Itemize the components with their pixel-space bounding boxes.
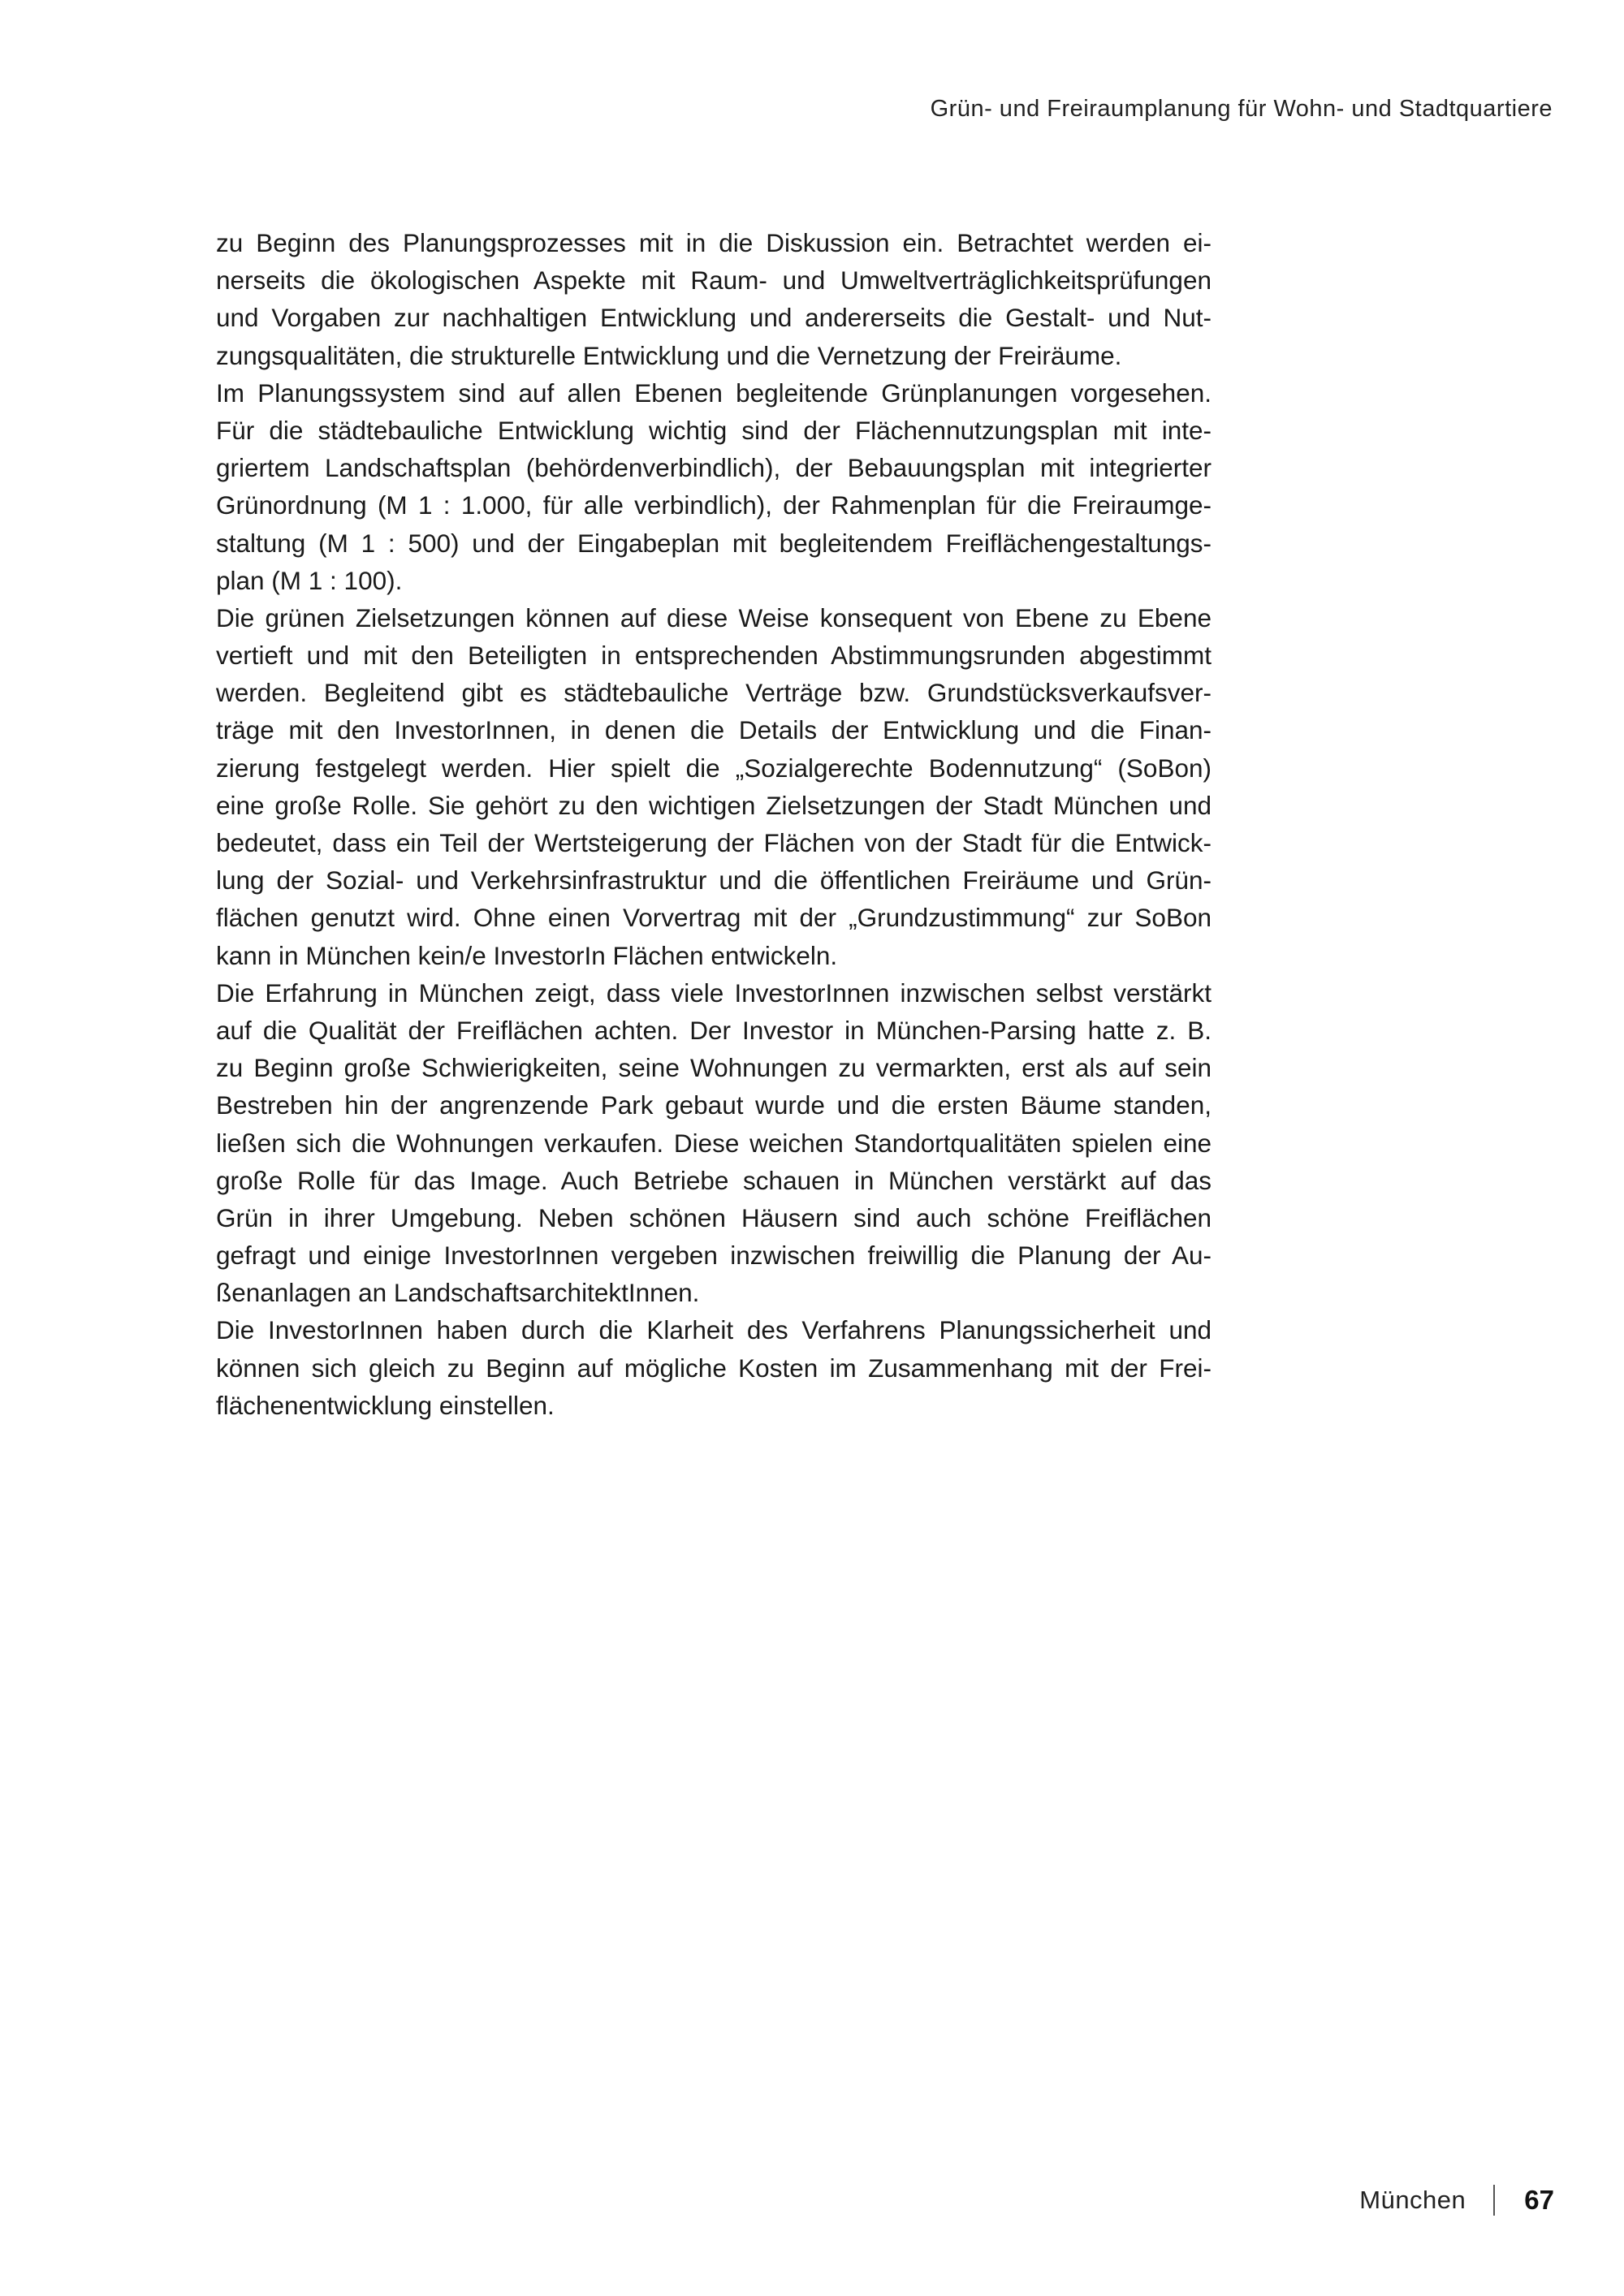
footer-chapter: München xyxy=(1359,2186,1466,2214)
text-line: träge mit den InvestorInnen, in denen die Details der Entwicklung und die Finan- xyxy=(216,715,1212,745)
text-line: flächen genutzt wird. Ohne einen Vorvertrag mit der „Grundzustimmung“ zur SoBon xyxy=(216,903,1212,933)
text-line: werden. Begleitend gibt es städtebauliche Verträge bzw. Grundstücksverkaufsver- xyxy=(216,678,1212,708)
text-line: zu Beginn des Planungsprozesses mit in die Diskussion ein. Betrachtet werden ei- xyxy=(216,228,1212,257)
text-line: Im Planungssystem sind auf allen Ebenen begleitende Grünplanungen vorgesehen. xyxy=(216,378,1212,408)
text-line: nerseits die ökologischen Aspekte mit Raum- und Umweltverträglichkeitsprüfungen xyxy=(216,265,1212,296)
text-line: staltung (M 1 : 500) und der Eingabeplan mit begleitendem Freiflächengestaltungs- xyxy=(216,528,1212,558)
text-line: ließen sich die Wohnungen verkaufen. Diese weichen Standortqualitäten spielen eine xyxy=(216,1128,1212,1158)
text-line: kann in München kein/e InvestorIn Flächen entwickeln. xyxy=(216,940,838,970)
text-line: zu Beginn große Schwierigkeiten, seine Wohnungen zu vermarkten, erst als auf sein xyxy=(216,1053,1212,1083)
text-line: große Rolle für das Image. Auch Betriebe schauen in München verstärkt auf das xyxy=(216,1165,1212,1195)
page-number: 67 xyxy=(1524,2185,1554,2215)
text-line: flächenentwicklung einstellen. xyxy=(216,1390,555,1420)
text-line: gefragt und einige InvestorInnen vergeben inzwischen freiwillig die Planung der Au- xyxy=(216,1241,1212,1271)
text-line: zungsqualitäten, die strukturelle Entwicklung und die Vernetzung der Freiräume. xyxy=(216,340,1122,370)
text-line: Die grünen Zielsetzungen können auf diese Weise konsequent von Ebene zu Ebene xyxy=(216,602,1212,632)
text-line: können sich gleich zu Beginn auf mögliche Kosten im Zusammenhang mit der Frei- xyxy=(216,1353,1212,1383)
text-line: eine große Rolle. Sie gehört zu den wichtigen Zielsetzungen der Stadt München und xyxy=(216,790,1212,820)
text-line: Die Erfahrung in München zeigt, dass viele InvestorInnen inzwischen selbst verstärkt xyxy=(216,978,1212,1008)
body-text xyxy=(216,224,1212,1424)
text-line: Die InvestorInnen haben durch die Klarheit des Verfahrens Planungssicherheit und xyxy=(216,1315,1212,1345)
footer-divider xyxy=(1493,2185,1495,2216)
text-line: lung der Sozial- und Verkehrsinfrastruktur und die öffentlichen Freiräume und Grün- xyxy=(216,865,1212,896)
text-line: bedeutet, dass ein Teil der Wertsteigerung der Flächen von der Stadt für die Entwick- xyxy=(216,828,1212,857)
page-footer xyxy=(1359,2184,1554,2216)
text-line: griertem Landschaftsplan (behördenverbindlich), der Bebauungsplan mit integrierter xyxy=(216,453,1212,483)
text-line: vertieft und mit den Beteiligten in entsprechenden Abstimmungsrunden abgestimmt xyxy=(216,641,1212,671)
text-line: Bestreben hin der angrenzende Park gebaut wurde und die ersten Bäume standen, xyxy=(216,1090,1212,1120)
text-line: zierung festgelegt werden. Hier spielt die „Sozialgerechte Bodennutzung“ (SoBon) xyxy=(216,753,1212,783)
text-line: ßenanlagen an LandschaftsarchitektInnen. xyxy=(216,1278,700,1308)
text-line: und Vorgaben zur nachhaltigen Entwicklung und andererseits die Gestalt- und Nut- xyxy=(216,303,1212,333)
running-header: Grün- und Freiraumplanung für Wohn- und Stadtquartiere xyxy=(930,96,1553,122)
text-line: Grünordnung (M 1 : 1.000, für alle verbindlich), der Rahmenplan für die Freiraumge- xyxy=(216,490,1212,520)
text-line: plan (M 1 : 100). xyxy=(216,565,403,595)
text-line: auf die Qualität der Freiflächen achten. Der Investor in München-Parsing hatte z. B. xyxy=(216,1015,1212,1045)
text-line: Grün in ihrer Umgebung. Neben schönen Häusern sind auch schöne Freiflächen xyxy=(216,1202,1212,1232)
text-line: Für die städtebauliche Entwicklung wichtig sind der Flächennutzungsplan mit inte- xyxy=(216,415,1212,445)
